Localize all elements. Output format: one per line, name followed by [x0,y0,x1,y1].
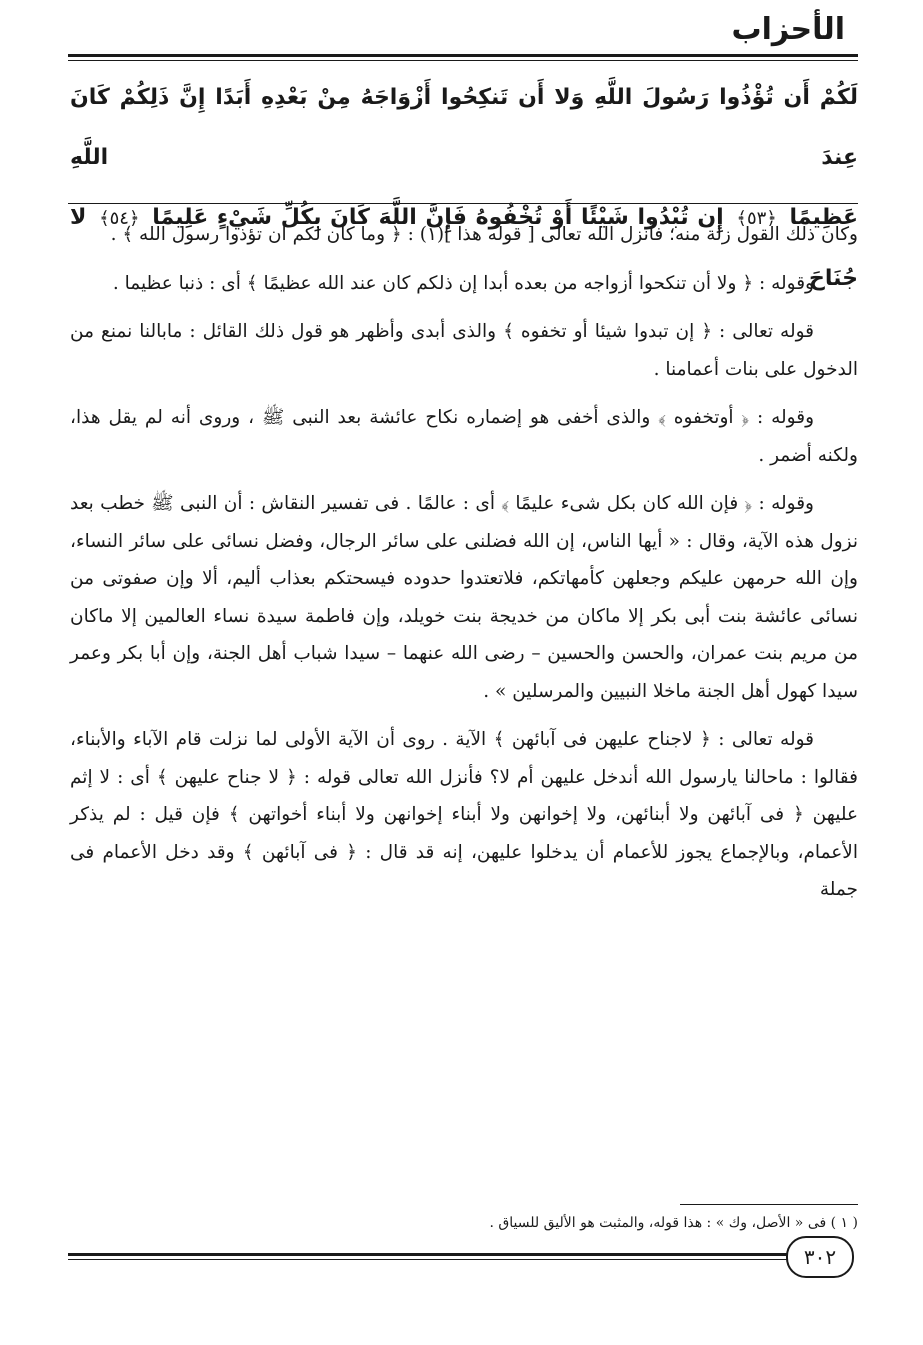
paragraph: وقوله : ﴿ فإن الله كان بكل شىء عليمًا ﴾ أى : عالمًا . فى تفسير النقاش : أن النبى ﷺ خطب بعد نزول هذه الآية، وقال : « أيها الناس، إن الله فضلنى على سائر الرجال، وفضل نسائى على سائر النساء، وإن الله حرمهن عليكم وجعلهن كأمهاتكم، فلاتعتدوا حدوده فيسحتكم بعذاب أليم، ألا وإن صفوتى من نسائى عائشة بنت أبى بكر إلا ماكان من خديجة بنت خويلد، وإن فاطمة سيدة نساء العالمين إلا ماكان من مريم بنت عمران، والحسن والحسين – رضى الله عنهما – سيدا شباب أهل الجنة، وإن أبا بكر وعمر سيدا كهول أهل الجنة ماخلا النبيين والمرسلين » . [70,493,858,702]
verse-separator-rule [68,203,858,204]
quran-line-2b: إِن تُبْدُوا شَيْئًا أَوْ تُخْفُوهُ فَإِنَّ اللَّهَ كَانَ بِكُلِّ شَيْءٍ عَلِيمًا [152,205,724,230]
quran-line-2c: لا جُنَاحَ [70,205,858,291]
footnote: ( ١ ) فى « الأصل، وك » : هذا قوله، والمثبت هو الأليق للسياق . [489,1215,858,1231]
paragraph: وقوله : ﴿ أوتخفوه ﴾ والذى أخفى هو إضماره نكاح عائشة بعد النبى ﷺ ، وروى أنه لم يقل هذا، ولكنه أضمر . [70,407,858,466]
paragraph: قوله تعالى : ﴿ لاجناح عليهن فى آبائهن ﴾ الآية . روى أن الآية الأولى لما نزلت قام الآباء والأبناء، فقالوا : ماحالنا يارسول الله أندخل عليهن أم لا؟ فأنزل الله تعالى قوله : ﴿ لا جناح عليهن ﴾ أى : لا إثم عليهن ﴿ فى آبائهن ولا أبنائهن، ولا إخوانهن ولا أبناء إخوانهن ولا أبناء أخواتهن ﴾ فإن قيل : لم يذكر الأعمام، وبالإجماع يجوز للأعمام أن يدخلوا عليهن، إنه قد قال : ﴿ فى آبائهن ﴾ وقد دخل الأعمام فى جملة [70,729,858,900]
quran-line-1: لَكُمْ أَن تُؤْذُوا رَسُولَ اللَّهِ وَلا أَن تَنكِحُوا أَزْوَاجَهُ مِنْ بَعْدِهِ أَبَدًا إِنَّ ذَلِكُمْ كَانَ عِندَ اللَّهِ [70,85,858,170]
paragraph: قوله تعالى : ﴿ إن تبدوا شيئا أو تخفوه ﴾ والذى أبدى وأظهر هو قول ذلك القائل : مابالنا نمنع من الدخول على بنات أعمامنا . [70,321,858,380]
footer-rule-thin [68,1259,788,1260]
page-number: ٣٠٢ [786,1236,854,1278]
commentary-body [70,216,858,920]
paragraph: وكان ذلك القول زلة منه؛ فأنزل الله تعالى [ قوله هذا ](١) : ﴿ وما كان لكم أن تؤذوا رسول الله ﴾ . [110,224,858,245]
ayah-marker-53: ﴿٥٣﴾ [736,208,777,229]
header-rule-thick [68,54,858,57]
header-rule-thin [68,60,858,61]
footnote-separator [680,1204,858,1205]
paragraph: وقوله : ﴿ ولا أن تنكحوا أزواجه من بعده أبدا إن ذلكم كان عند الله عظيمًا ﴾ أى : ذنبا عظيما . [112,272,814,294]
surah-title: الأحزاب [731,12,845,47]
ayah-marker-54: ﴿٥٤﴾ [99,208,140,229]
footer-rule-thick [68,1253,788,1256]
quran-line-2a: عَظِيمًا [789,205,858,230]
